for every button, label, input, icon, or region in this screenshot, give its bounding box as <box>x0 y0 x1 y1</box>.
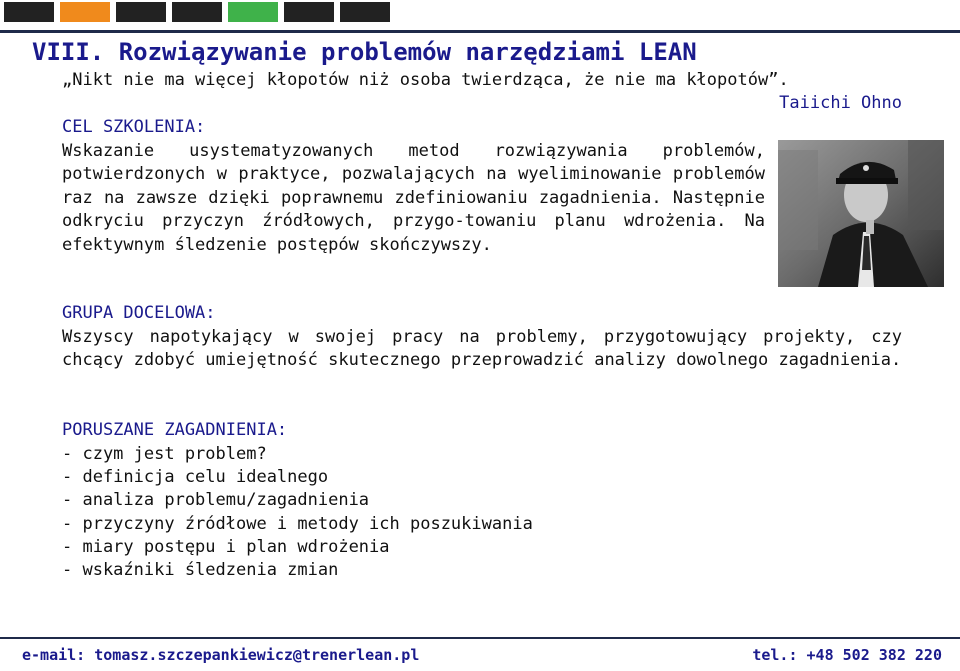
header-rule <box>0 30 960 33</box>
footer-rule <box>0 637 960 639</box>
audience-heading: GRUPA DOCELOWA: <box>62 303 216 323</box>
portrait-image <box>778 140 944 287</box>
goal-heading: CEL SZKOLENIA: <box>62 117 206 137</box>
bar-block <box>284 2 334 22</box>
list-item: - miary postępu i plan wdrożenia <box>62 536 390 557</box>
page-title: VIII. Rozwiązywanie problemów narzędziami LEAN <box>32 38 697 66</box>
bar-block <box>60 2 110 22</box>
footer-email[interactable]: e-mail: tomasz.szczepankiewicz@trenerlean.pl <box>22 646 420 664</box>
list-item: - analiza problemu/zagadnienia <box>62 490 370 511</box>
quote-author: Taiichi Ohno <box>779 93 902 113</box>
list-item: - przyczyny źródłowe i metody ich poszukiwania <box>62 513 533 534</box>
list-item: - definicja celu idealnego <box>62 467 329 488</box>
quote-text: „Nikt nie ma więcej kłopotów niż osoba twierdząca, że nie ma kłopotów”. <box>62 70 789 90</box>
portrait-photo <box>778 140 944 287</box>
list-item: - czym jest problem? <box>62 444 267 464</box>
topics-list <box>62 443 533 582</box>
audience-text: Wszyscy napotykający w swojej pracy na problemy, przygotowujący projekty, czy chcący zdobyć umiejętność skutecznego przeprowadzić analizy dowolnego zagadnienia. <box>62 327 902 371</box>
bar-block <box>228 2 278 22</box>
bar-block <box>172 2 222 22</box>
topics-heading: PORUSZANE ZAGADNIENIA: <box>62 420 288 440</box>
top-color-bar <box>4 2 390 22</box>
list-item: - wskaźniki śledzenia zmian <box>62 560 339 581</box>
goal-text: Wskazanie usystematyzowanych metod rozwiązywania problemów, potwierdzonych w praktyce, pozwalających na wyeliminowanie problemów raz na zawsze dzięki poprawnemu zdefiniowaniu zagadnienia. Następnie odkryciu przyczyn źródłowych, przygo-towaniu planu wdrożenia. Na efektywnym śledzenie postępów skończywszy. <box>62 141 765 255</box>
bar-block <box>340 2 390 22</box>
bar-block <box>116 2 166 22</box>
bar-block <box>4 2 54 22</box>
footer-phone: tel.: +48 502 382 220 <box>752 646 942 664</box>
